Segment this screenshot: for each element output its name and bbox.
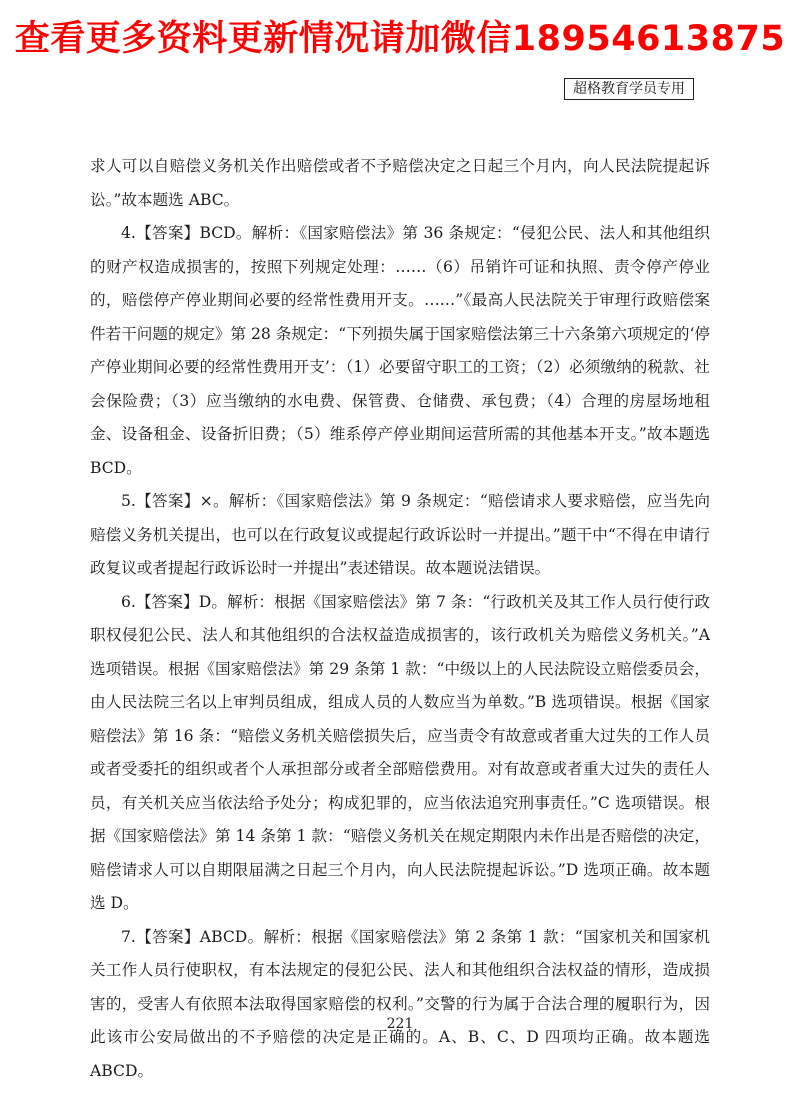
watermark-banner: 查看更多资料更新情况请加微信18954613875 (14, 19, 786, 59)
paragraph-answer-5: 5.【答案】×。解析：《国家赔偿法》第 9 条规定：“赔偿请求人要求赔偿，应当先向赔偿义务机关提出，也可以在行政复议或提起行政诉讼时一并提出。”题干中“不得在申请行政复议或者提起行政诉讼时一并提出”表述错误。故本题说法错误。 (90, 492, 710, 577)
page-number: 221 (386, 1016, 414, 1032)
paragraph-continuation: 求人可以自赔偿义务机关作出赔偿或者不予赔偿决定之日起三个月内，向人民法院提起诉讼。”故本题选 ABC。 (90, 157, 710, 209)
document-body (90, 150, 710, 1088)
student-only-badge: 超格教育学员专用 (564, 78, 694, 100)
paragraph-answer-7: 7.【答案】ABCD。解析：根据《国家赔偿法》第 2 条第 1 款：“国家机关和国家机关工作人员行使职权，有本法规定的侵犯公民、法人和其他组织合法权益的情形，造成损害的，受害人有依照本法取得国家赔偿的权利。”交警的行为属于合法合理的履职行为，因此该市公安局做出的不予赔偿的决定是正确的。A、B、C、D 四项均正确。故本题选 ABCD。 (90, 927, 710, 1080)
paragraph-answer-4: 4.【答案】BCD。解析：《国家赔偿法》第 36 条规定：“侵犯公民、法人和其他组织的财产权造成损害的，按照下列规定处理：……（6）吊销许可证和执照、责令停产停业的，赔偿停产停业期间必要的经常性费用开支。……”《最高人民法院关于审理行政赔偿案件若干问题的规定》第 28 条规定：“下列损失属于国家赔偿法第三十六条第六项规定的‘停产停业期间必要的经常性费用开支’：（1）必要留守职工的工资；（2）必须缴纳的税款、社会保险费；（3）应当缴纳的水电费、保管费、仓储费、承包费；（4）合理的房屋场地租金、设备租金、设备折旧费；（5）维系停产停业期间运营所需的其他基本开支。”故本题选 BCD。 (90, 224, 710, 477)
paragraph-answer-6: 6.【答案】D。解析：根据《国家赔偿法》第 7 条：“行政机关及其工作人员行使行政职权侵犯公民、法人和其他组织的合法权益造成损害的，该行政机关为赔偿义务机关。”A 选项错误。根据《国家赔偿法》第 29 条第 1 款：“中级以上的人民法院设立赔偿委员会，由人民法院三名以上审判员组成，组成人员的人数应当为单数。”B 选项错误。根据《国家赔偿法》第 16 条：“赔偿义务机关赔偿损失后，应当责令有故意或者重大过失的工作人员或者受委托的组织或者个人承担部分或者全部赔偿费用。对有故意或者重大过失的责任人员，有关机关应当依法给予处分；构成犯罪的，应当依法追究刑事责任。”C 选项错误。根据《国家赔偿法》第 14 条第 1 款：“赔偿义务机关在规定期限内未作出是否赔偿的决定，赔偿请求人可以自期限届满之日起三个月内，向人民法院提起诉讼。”D 选项正确。故本题选 D。 (90, 592, 710, 912)
